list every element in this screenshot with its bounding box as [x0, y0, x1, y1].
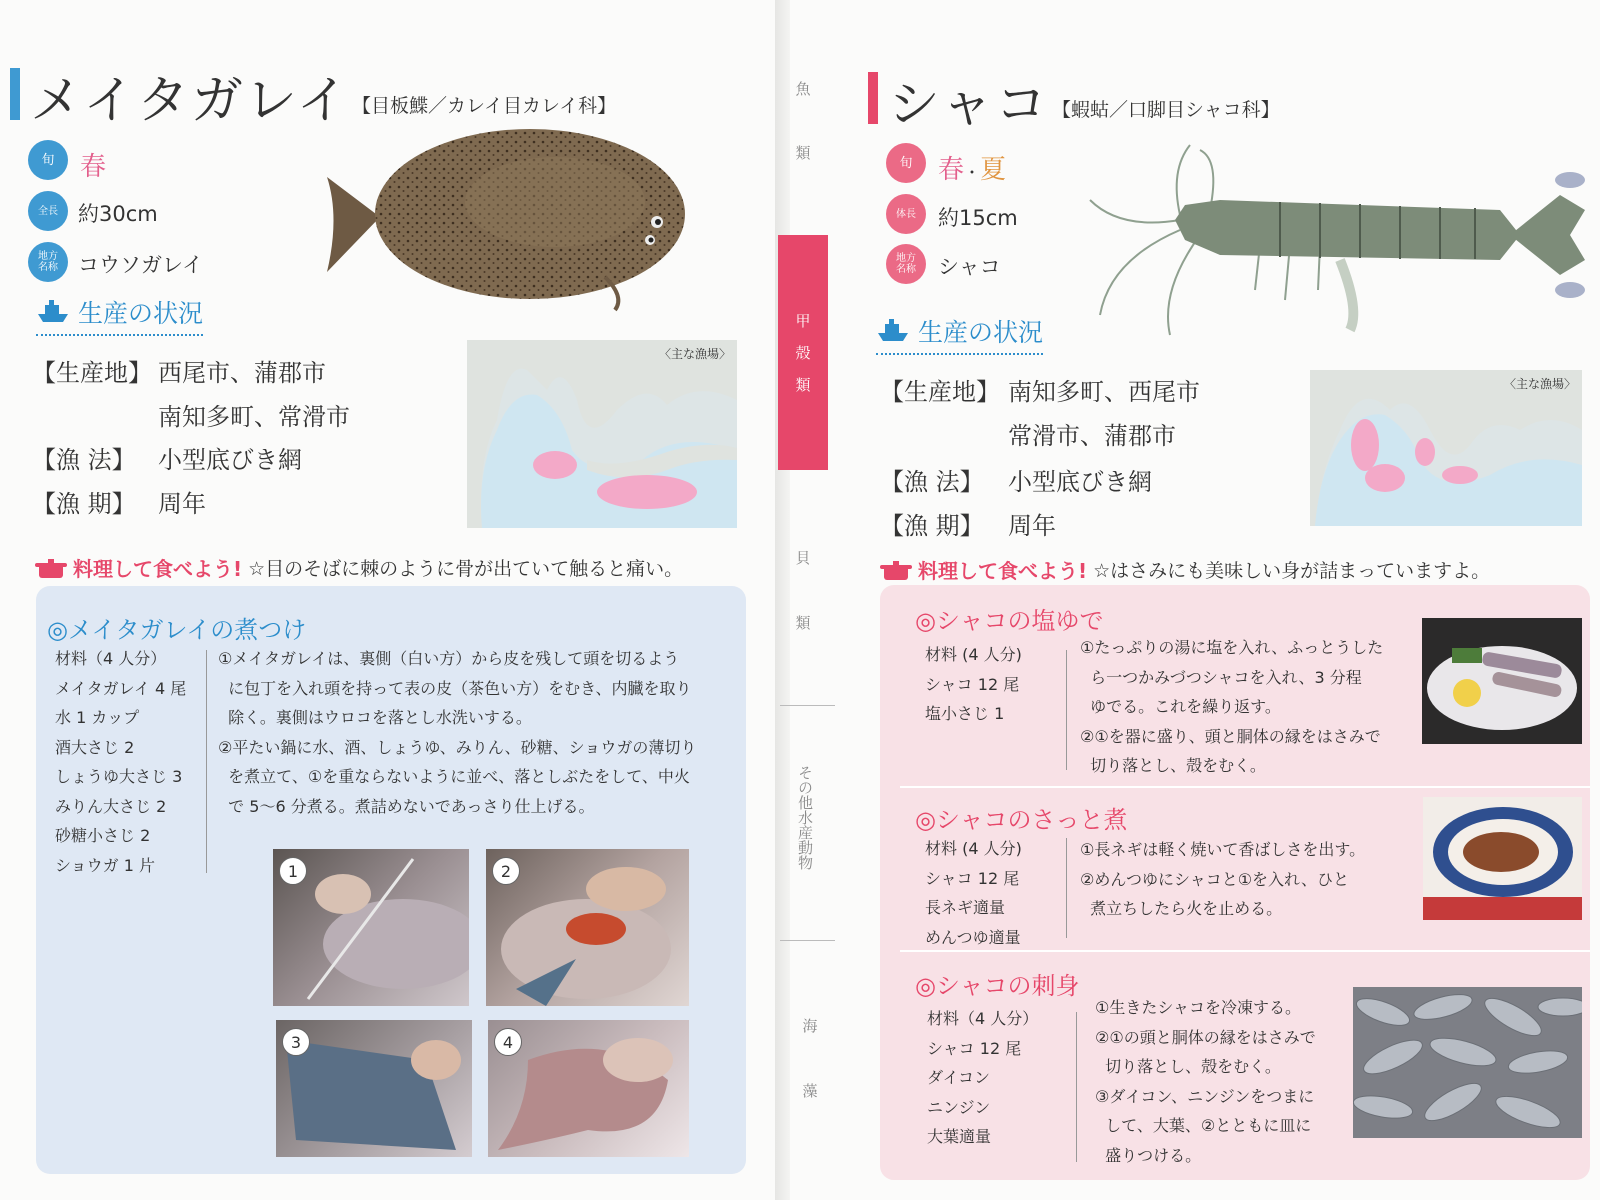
index-fish-1: 魚 — [795, 80, 811, 98]
right-page — [790, 0, 1600, 1200]
index-seaweed-1: 海 — [802, 1017, 818, 1035]
recipe-title: ◎シャコの塩ゆで — [915, 607, 1104, 635]
origin-label: 【生産地】 — [32, 359, 152, 387]
period-label: 【漁 期】 — [32, 490, 136, 518]
ingredient-item: 酒大さじ 2 — [55, 737, 135, 757]
cook-tip: ☆はさみにも美味しい身が詰まっていますよ。 — [1093, 560, 1491, 582]
fishing-ground-map — [467, 340, 737, 528]
title-accent-bar — [10, 68, 20, 120]
index-crustacean-active — [778, 235, 828, 470]
ingredient-item: 材料 (4 人分) — [925, 645, 1022, 664]
flounder-illustration — [325, 122, 685, 312]
ingredient-item: ショウガ 1 片 — [55, 855, 156, 875]
book-gutter — [775, 0, 790, 1200]
index-shell-1: 貝 — [795, 549, 811, 567]
map-drawing — [467, 340, 737, 528]
season-dot: ・ — [964, 163, 981, 182]
page-title: メイタガレイ — [30, 71, 351, 131]
ingredient-item: めんつゆ適量 — [925, 927, 1021, 947]
method-value: 小型底びき網 — [158, 446, 302, 474]
step-photo-1 — [273, 849, 469, 1006]
fishing-ground-map — [1310, 370, 1582, 526]
page-title: シャコ — [888, 75, 1049, 135]
step-number: 3 — [282, 1028, 310, 1056]
origin-line-2: 南知多町、常滑市 — [158, 403, 350, 431]
ship-icon — [36, 300, 70, 324]
cook-tip: ☆目のそばに棘のように骨が出ていて触ると痛い。 — [248, 558, 684, 580]
recipe-steps: ①生きたシャコを冷凍する。 ②①の頭と胴体の縁をはさみで 切り落とし、殻をむく。 ③ダイコン、ニンジンをつまに して、大葉、②とともに皿に 盛りつける。 — [1095, 998, 1316, 1165]
ingredient-item: みりん大さじ 2 — [55, 796, 167, 816]
length-badge: 体長 — [886, 194, 926, 234]
ingredient-list — [925, 640, 1022, 729]
origin-line-1: 南知多町、西尾市 — [1008, 378, 1200, 406]
title-accent-bar — [868, 72, 878, 124]
ingredient-item: 材料（4 人分） — [927, 1009, 1039, 1028]
season-badge: 旬 — [28, 140, 68, 180]
step-number: 2 — [492, 857, 520, 885]
ingredient-item: 材料 (4 人分) — [925, 839, 1022, 858]
index-active-char: 殻 — [795, 344, 811, 362]
recipe-title: ◎メイタガレイの煮つけ — [47, 616, 307, 644]
page-subtitle: 【目板鰈／カレイ目カレイ科】 — [352, 95, 617, 117]
section-heading-text: 生産の状況 — [78, 299, 204, 328]
method-value: 小型底びき網 — [1008, 468, 1152, 496]
ship-icon — [876, 319, 910, 343]
ingredient-item: シャコ 12 尾 — [927, 1038, 1022, 1058]
local-name-value: シャコ — [938, 255, 1001, 279]
local-name-badge: 地方名称 — [886, 244, 926, 284]
index-shell-2: 類 — [795, 614, 811, 632]
season-value — [938, 149, 1006, 186]
method-label: 【漁 法】 — [880, 468, 984, 496]
season-value: 春 — [80, 152, 107, 182]
ingredient-list — [925, 834, 1022, 952]
step-photo-4 — [488, 1020, 689, 1157]
length-value: 約30cm — [78, 202, 158, 226]
shiozude-photo — [1422, 618, 1582, 744]
ingredient-item: 水 1 カップ — [55, 708, 140, 727]
origin-label: 【生産地】 — [880, 378, 1000, 406]
recipe-divider — [900, 786, 1590, 788]
ingredient-item: シャコ 12 尾 — [925, 868, 1020, 888]
ingredient-item: 長ネギ適量 — [925, 898, 1006, 917]
season-summer: 夏 — [980, 155, 1007, 185]
cook-lead: 料理して食べよう! — [73, 557, 243, 581]
section-heading — [876, 313, 1043, 355]
index-active-char: 甲 — [795, 312, 811, 330]
ingredient-item: 大葉適量 — [927, 1127, 992, 1146]
ingredient-item: 材料（4 人分） — [55, 649, 167, 668]
local-name-badge: 地方名称 — [28, 242, 68, 282]
recipe-steps: ①長ネギは軽く焼いて香ばしさを出す。 ②めんつゆにシャコと①を入れ、ひと 煮立ちしたら火を止める。 — [1080, 840, 1366, 918]
period-label: 【漁 期】 — [880, 512, 984, 540]
divider — [1066, 650, 1067, 770]
season-spring: 春 — [938, 155, 965, 185]
ingredient-item: しょうゆ大さじ 3 — [55, 767, 183, 786]
cook-line — [880, 555, 1490, 584]
step-number: 4 — [494, 1028, 522, 1056]
map-drawing — [1310, 370, 1582, 526]
sashimi-photo — [1353, 987, 1582, 1138]
step-number: 1 — [279, 857, 307, 885]
ingredient-item: メイタガレイ 4 尾 — [55, 678, 187, 698]
cook-lead: 料理して食べよう! — [918, 559, 1088, 583]
origin-line-1: 西尾市、蒲郡市 — [158, 359, 326, 387]
length-value: 約15cm — [938, 206, 1018, 230]
step-photo-2 — [486, 849, 689, 1006]
index-other: その他水産動物 — [796, 765, 814, 870]
period-value: 周年 — [1008, 512, 1056, 540]
map-caption: 〈主な漁場〉 — [658, 347, 731, 361]
step-photo-3 — [276, 1020, 472, 1157]
mantis-shrimp-illustration — [1080, 140, 1590, 340]
pot-icon — [35, 556, 67, 580]
index-fish-2: 類 — [795, 144, 811, 162]
index-separator — [780, 705, 835, 706]
origin-line-2: 常滑市、蒲郡市 — [1008, 422, 1176, 450]
photo-drawing — [1353, 987, 1582, 1138]
photo-drawing — [1422, 618, 1582, 744]
ingredient-list — [927, 1004, 1038, 1152]
recipe-steps: ①たっぷりの湯に塩を入れ、ふっとうした ら一つかみづつシャコを入れ、3 分程 ゆでる。これを繰り返す。 ②①を器に盛り、頭と胴体の縁をはさみで 切り落とし、殻をむく。 — [1080, 638, 1384, 775]
section-heading — [36, 294, 203, 336]
cook-line — [35, 553, 683, 582]
pot-icon — [880, 558, 912, 582]
recipe-title: ◎シャコのさっと煮 — [915, 806, 1128, 834]
season-badge: 旬 — [886, 143, 926, 183]
ingredient-item: ニンジン — [927, 1097, 991, 1117]
map-caption: 〈主な漁場〉 — [1503, 377, 1576, 391]
method-label: 【漁 法】 — [32, 446, 136, 474]
index-seaweed-2: 藻 — [802, 1082, 818, 1100]
local-name-value: コウソガレイ — [78, 253, 203, 277]
ingredient-item: シャコ 12 尾 — [925, 674, 1020, 694]
ingredient-item: 砂糖小さじ 2 — [55, 826, 151, 845]
divider — [1066, 838, 1067, 938]
left-page — [0, 0, 775, 1200]
ingredient-list — [55, 644, 186, 880]
page-subtitle: 【蝦蛄／口脚目シャコ科】 — [1052, 99, 1280, 121]
index-separator — [780, 940, 835, 941]
sattoni-photo — [1423, 797, 1582, 920]
index-active-char: 類 — [795, 376, 811, 394]
photo-drawing — [1423, 797, 1582, 920]
section-heading-text: 生産の状況 — [918, 318, 1044, 347]
period-value: 周年 — [158, 490, 206, 518]
ingredient-item: 塩小さじ 1 — [925, 704, 1005, 723]
recipe-title: ◎シャコの刺身 — [915, 972, 1080, 1000]
length-badge: 全長 — [28, 191, 68, 231]
recipe-steps: ①メイタガレイは、裏側（白い方）から皮を残して頭を切るよう に包丁を入れ頭を持って表の皮（茶色い方）をむき、内臓を取り 除く。裏側はウロコを落とし水洗いする。 ②平たい鍋に水、酒、しょうゆ、みりん、砂糖、ショウガの薄切り を煮立て、①を重ならないように並べ、落としぶたをして、中火 で 5～6 分煮る。煮詰めないであっさり仕上げる。 — [218, 649, 697, 816]
divider — [1076, 1012, 1077, 1162]
divider — [206, 650, 207, 873]
ingredient-item: ダイコン — [927, 1068, 991, 1087]
